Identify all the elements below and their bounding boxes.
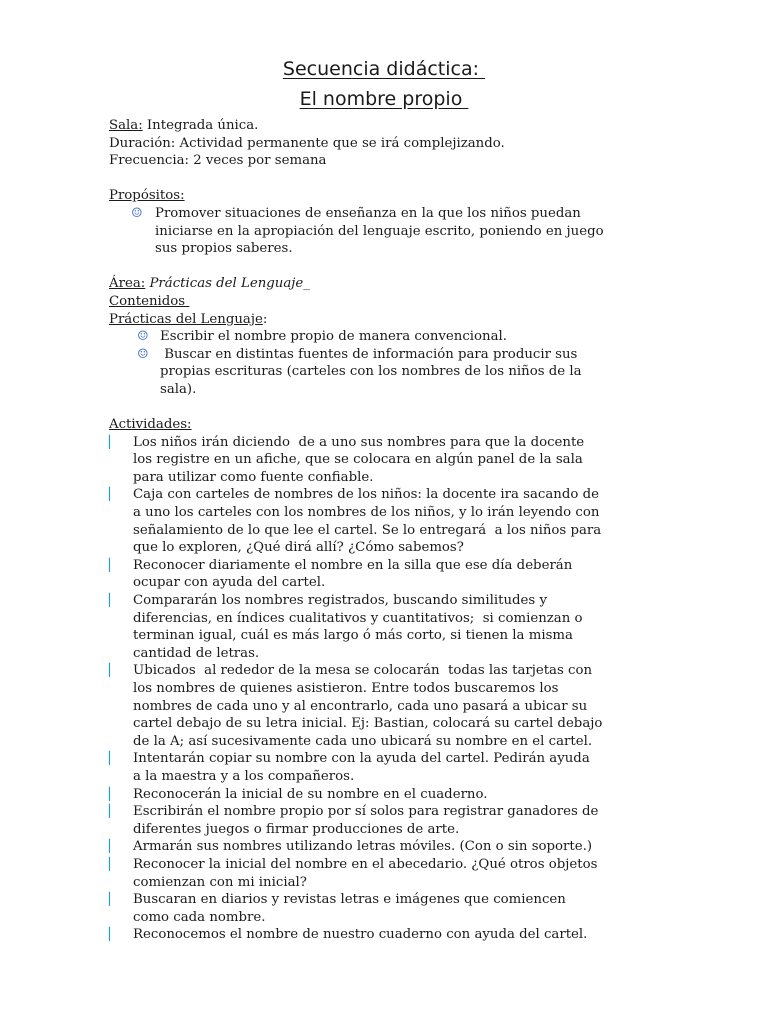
document-body bbox=[109, 117, 669, 944]
list-item-line: Reconocer diariamente el nombre en la silla que ese día deberán bbox=[133, 557, 573, 573]
actividades-heading: Actividades: bbox=[109, 417, 192, 433]
list-item-line: Buscaran en diarios y revistas letras e imágenes que comiencen bbox=[133, 892, 566, 908]
actividades-list bbox=[109, 434, 669, 944]
bar-bullet-icon: ▏ bbox=[109, 839, 119, 854]
list-item bbox=[109, 750, 669, 785]
list-item bbox=[109, 856, 669, 891]
list-item-line: Escribir el nombre propio de manera convencional. bbox=[160, 329, 508, 345]
document-title: Secuencia didáctica: bbox=[282, 58, 486, 80]
frecuencia-line: Frecuencia: 2 veces por semana bbox=[109, 153, 327, 169]
list-item-line: para utilizar como fuente confiable. bbox=[133, 469, 374, 485]
bar-bullet-icon: ▏ bbox=[109, 663, 119, 678]
list-item bbox=[109, 891, 669, 926]
bar-bullet-icon: ▏ bbox=[109, 804, 119, 819]
list-item-line: sala). bbox=[160, 381, 197, 397]
list-item bbox=[109, 786, 669, 804]
contenidos-subheading: Prácticas del Lenguaje: bbox=[109, 311, 268, 327]
list-item-line: de la A; así sucesivamente cada uno ubicará su nombre en el cartel. bbox=[133, 733, 593, 749]
list-item-line: terminan igual, cuál es más largo ó más corto, si tienen la misma bbox=[133, 628, 573, 644]
document-subtitle: El nombre propio bbox=[299, 88, 469, 110]
list-item-line: a la maestra y a los compañeros. bbox=[133, 768, 355, 784]
list-item-line: a uno los carteles con los nombres de los niños, y lo irán leyendo con bbox=[133, 505, 600, 521]
list-item-line: Promover situaciones de enseñanza en la que los niños puedan bbox=[155, 205, 581, 221]
list-item-line: Buscar en distintas fuentes de información para producir sus bbox=[160, 346, 578, 362]
list-item-line: Reconocerán la inicial de su nombre en el cuaderno. bbox=[133, 786, 488, 802]
list-item-line: Caja con carteles de nombres de los niños: la docente ira sacando de bbox=[133, 487, 599, 503]
propositos-list bbox=[109, 205, 669, 258]
bar-bullet-icon: ▏ bbox=[109, 557, 119, 572]
smiley-icon: ☺ bbox=[131, 205, 143, 221]
list-item-line: iniciarse en la apropiación del lenguaje escrito, poniendo en juego bbox=[155, 223, 604, 239]
sala-line: Sala: Integrada única. bbox=[109, 118, 259, 133]
list-item-line: Reconocer la inicial del nombre en el abecedario. ¿Qué otros objetos bbox=[133, 856, 598, 872]
list-item-line: diferentes juegos o firmar producciones de arte. bbox=[133, 821, 460, 837]
smiley-icon: ☺ bbox=[137, 329, 149, 345]
list-item-line: sus propios saberes. bbox=[155, 241, 293, 257]
bar-bullet-icon: ▏ bbox=[109, 593, 119, 608]
list-item bbox=[109, 486, 669, 556]
list-item bbox=[109, 926, 669, 944]
list-item-line: diferencias, en índices cualitativos y cuantitativos; si comienzan o bbox=[133, 610, 583, 626]
propositos-heading: Propósitos: bbox=[109, 188, 185, 204]
list-item bbox=[109, 328, 669, 346]
list-item-line: Armarán sus nombres utilizando letras móviles. (Con o sin soporte.) bbox=[133, 839, 593, 855]
list-item bbox=[109, 205, 669, 258]
list-item-line: Compararán los nombres registrados, buscando similitudes y bbox=[133, 593, 547, 609]
bar-bullet-icon: ▏ bbox=[109, 856, 119, 871]
list-item-line: Intentarán copiar su nombre con la ayuda del cartel. Pedirán ayuda bbox=[133, 751, 590, 767]
list-item bbox=[109, 592, 669, 662]
list-item-line: los registre en un afiche, que se colocara en algún panel de la sala bbox=[133, 452, 583, 468]
list-item-line: Ubicados al rededor de la mesa se colocarán todas las tarjetas con bbox=[133, 663, 593, 679]
list-item-line: cartel debajo de su letra inicial. Ej: Bastian, colocará su cartel debajo bbox=[133, 716, 603, 732]
bar-bullet-icon: ▏ bbox=[109, 434, 119, 449]
list-item-line: cantidad de letras. bbox=[133, 645, 260, 661]
list-item-line: Escribirán el nombre propio por sí solos para registrar ganadores de bbox=[133, 804, 599, 820]
list-item-line: ocupar con ayuda del cartel. bbox=[133, 575, 326, 591]
list-item bbox=[109, 434, 669, 487]
list-item bbox=[109, 838, 669, 856]
list-item-line: como cada nombre. bbox=[133, 909, 266, 925]
duracion-line: Duración: Actividad permanente que se irá complejizando. bbox=[109, 135, 505, 151]
list-item bbox=[109, 662, 669, 750]
contenidos-list bbox=[109, 328, 669, 398]
list-item-line: los nombres de quienes asistieron. Entre todos buscaremos los bbox=[133, 681, 559, 696]
bar-bullet-icon: ▏ bbox=[109, 892, 119, 907]
bar-bullet-icon: ▏ bbox=[109, 751, 119, 766]
list-item bbox=[109, 557, 669, 592]
list-item-line: comienzan con mi inicial? bbox=[133, 874, 307, 890]
list-item-line: nombres de cada uno y al encontrarlo, cada uno pasará a ubicar su bbox=[133, 698, 588, 714]
list-item-line: que lo exploren, ¿Qué dirá allí? ¿Cómo sabemos? bbox=[133, 540, 464, 556]
list-item bbox=[109, 346, 669, 399]
list-item-line: propias escrituras (carteles con los nombres de los niños de la bbox=[160, 364, 582, 380]
smiley-icon: ☺ bbox=[137, 346, 149, 362]
list-item bbox=[109, 803, 669, 838]
contenidos-heading: Contenidos bbox=[109, 293, 190, 309]
bar-bullet-icon: ▏ bbox=[109, 786, 119, 801]
list-item-line: Los niños irán diciendo de a uno sus nombres para que la docente bbox=[133, 434, 585, 450]
list-item-line: señalamiento de lo que lee el cartel. Se lo entregará a los niños para bbox=[133, 522, 602, 538]
bar-bullet-icon: ▏ bbox=[109, 487, 119, 502]
list-item-line: Reconocemos el nombre de nuestro cuaderno con ayuda del cartel. bbox=[133, 927, 588, 943]
bar-bullet-icon: ▏ bbox=[109, 927, 119, 942]
area-line: Área: Prácticas del Lenguaje_ bbox=[109, 276, 310, 292]
